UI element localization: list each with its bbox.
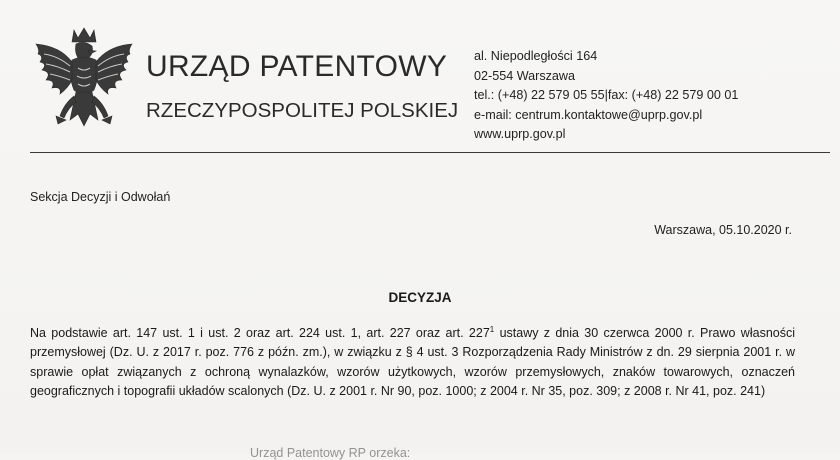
phone-fax: tel.: (+48) 22 579 05 55|fax: (+48) 22 579 00 01 [474, 88, 739, 102]
polish-eagle-emblem-icon [30, 24, 138, 142]
body-text-part-2: ustawy z dnia 30 czerwca 2000 r. Prawo własności przemysłowej (Dz. U. z 2017 r. poz. 776 z późn. zm.), w związku z § 4 ust. 3 Rozporządzenia Rady Ministrów z dn. 29 sierpnia 2001 r. w sprawie opłat związanych z ochroną wynalazków, wzorów użytkowych, wzorów przemysłowych, znaków towarowych, oznaczeń geograficznych i topografii układów scalonych (Dz. U. z 2001 r. Nr 90, poz. 1000; z 2004 r. Nr 35, poz. 309; z 2008 r. Nr 41, poz. 241) [30, 326, 795, 399]
org-subtitle: RZECZYPOSPOLITEJ POLSKIEJ [146, 99, 459, 122]
email: e-mail: centrum.kontaktowe@uprp.gov.pl [474, 107, 703, 122]
section-name: Sekcja Decyzji i Odwołań [30, 190, 171, 204]
place-date: Warszawa, 05.10.2020 r. [654, 223, 792, 237]
header-divider [30, 152, 830, 153]
website: www.uprp.gov.pl [474, 127, 566, 141]
decision-title: DECYZJA [388, 290, 452, 305]
cut-off-line: Urząd Patentowy RP orzeka: [250, 446, 411, 460]
address-line-1: al. Niepodległości 164 [474, 49, 598, 63]
contact-block [474, 47, 738, 145]
org-name: URZĄD PATENTOWY [146, 50, 448, 83]
body-text-part-1: Na podstawie art. 147 ust. 1 i ust. 2 oraz art. 224 ust. 1, art. 227 oraz art. 227 [30, 326, 490, 340]
body-superscript: 1 [489, 325, 495, 334]
decision-body [30, 320, 795, 402]
address-line-2: 02-554 Warszawa [474, 68, 576, 83]
